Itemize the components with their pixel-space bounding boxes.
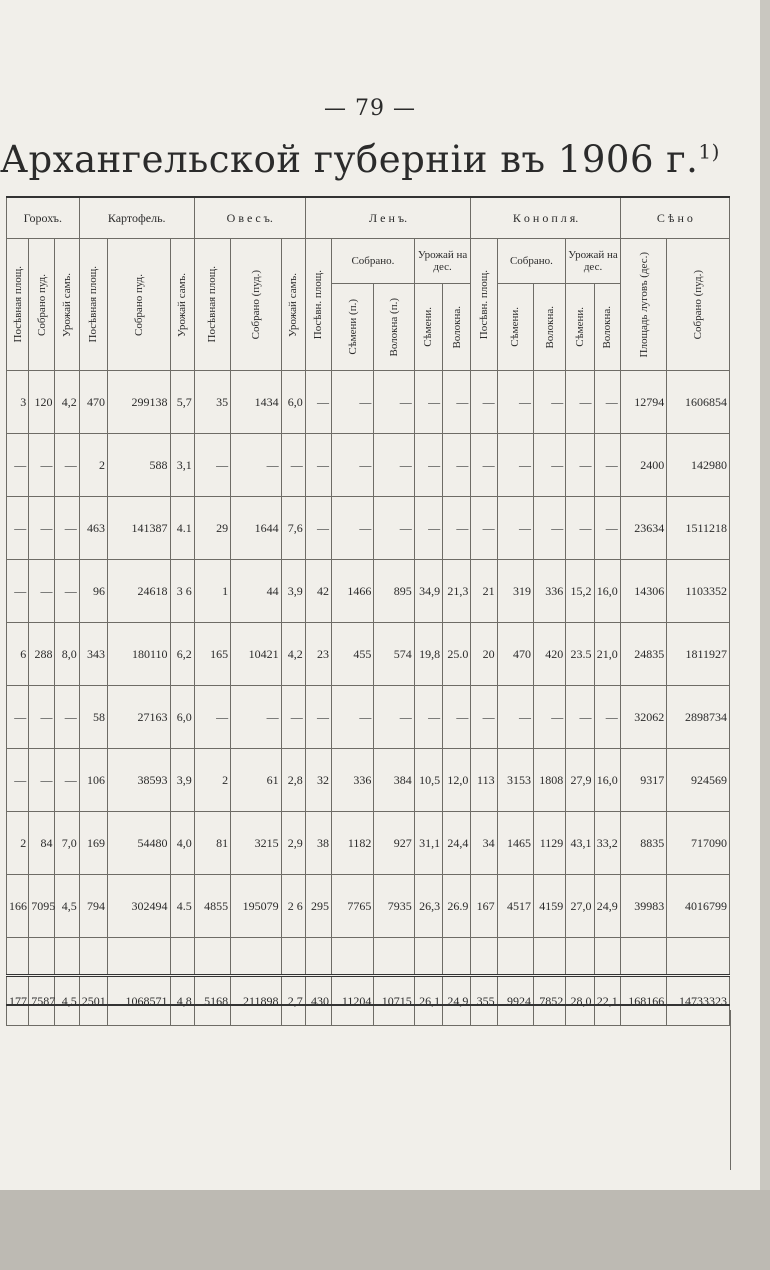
table-row: [7, 497, 730, 560]
table-body: [7, 371, 730, 938]
table-cell: 9317: [620, 749, 666, 812]
table-cell: 6,0: [170, 686, 194, 749]
table-cell: —: [594, 434, 620, 497]
subgroup-header-row: [7, 239, 730, 284]
spacer-cell: [79, 938, 107, 976]
table-cell: 21: [471, 560, 497, 623]
table-cell: 10,5: [414, 749, 442, 812]
table-cell: 4,2: [281, 623, 305, 686]
group-header-gorokh: Горохъ.: [7, 197, 80, 239]
table-cell: 7,0: [55, 812, 79, 875]
table-cell: —: [374, 497, 414, 560]
total-cell: 10715: [374, 976, 414, 1026]
table-cell: 1811927: [667, 623, 730, 686]
table-cell: —: [533, 497, 565, 560]
table-cell: —: [566, 686, 594, 749]
footnote-mark: 1): [698, 139, 720, 164]
harvest-table: [6, 196, 730, 1026]
spacer-cell: [443, 938, 471, 976]
table-cell: —: [7, 497, 29, 560]
table-cell: 343: [79, 623, 107, 686]
table-cell: 3215: [231, 812, 281, 875]
table-cell: 3153: [497, 749, 533, 812]
table-cell: 195079: [231, 875, 281, 938]
table-cell: 1511218: [667, 497, 730, 560]
column-header: Урожай самъ.: [170, 239, 194, 371]
group-header-kartofel: Картофель.: [79, 197, 194, 239]
table-cell: 717090: [667, 812, 730, 875]
table-cell: 336: [533, 560, 565, 623]
table-cell: 4.1: [170, 497, 194, 560]
table-cell: 10421: [231, 623, 281, 686]
column-header: Сѣмени.: [566, 284, 594, 371]
column-header: Волокна.: [594, 284, 620, 371]
total-cell: 430: [305, 976, 331, 1026]
spacer-cell: [332, 938, 374, 976]
column-header: Сѣмени.: [414, 284, 442, 371]
table-cell: 27163: [107, 686, 170, 749]
table-cell: —: [332, 497, 374, 560]
table-cell: 24835: [620, 623, 666, 686]
table-cell: —: [55, 560, 79, 623]
table-cell: —: [414, 371, 442, 434]
table-cell: 3 6: [170, 560, 194, 623]
table-cell: 1644: [231, 497, 281, 560]
table-cell: —: [497, 371, 533, 434]
table-cell: 34,9: [414, 560, 442, 623]
table-cell: 165: [194, 623, 230, 686]
table-cell: 24618: [107, 560, 170, 623]
table-cell: 38593: [107, 749, 170, 812]
table-cell: —: [55, 686, 79, 749]
table-cell: —: [55, 434, 79, 497]
scan-background: [0, 1190, 770, 1270]
table-row: [7, 875, 730, 938]
table-cell: 35: [194, 371, 230, 434]
table-cell: —: [443, 434, 471, 497]
table-cell: 299138: [107, 371, 170, 434]
table-cell: 166: [7, 875, 29, 938]
table-cell: 26.9: [443, 875, 471, 938]
spacer-cell: [194, 938, 230, 976]
table-cell: —: [566, 371, 594, 434]
column-header: Волокна (п.): [374, 284, 414, 371]
group-header-len: Л е н ъ.: [305, 197, 471, 239]
table-cell: —: [414, 434, 442, 497]
table-cell: 27,9: [566, 749, 594, 812]
table-cell: 24,4: [443, 812, 471, 875]
table-cell: 81: [194, 812, 230, 875]
table-cell: 4,2: [55, 371, 79, 434]
table-row: [7, 623, 730, 686]
table-cell: —: [443, 371, 471, 434]
table-cell: 23.5: [566, 623, 594, 686]
table-cell: 2400: [620, 434, 666, 497]
total-cell: 5168: [194, 976, 230, 1026]
table-cell: —: [533, 686, 565, 749]
table-cell: 23: [305, 623, 331, 686]
table-row: [7, 560, 730, 623]
table-cell: 96: [79, 560, 107, 623]
spacer-cell: [7, 938, 29, 976]
table-cell: 2898734: [667, 686, 730, 749]
table-cell: —: [29, 686, 55, 749]
table-cell: 19,8: [414, 623, 442, 686]
total-cell: 28,0: [566, 976, 594, 1026]
table-cell: —: [374, 371, 414, 434]
total-cell: 11204: [332, 976, 374, 1026]
total-cell: 177: [7, 976, 29, 1026]
table-cell: 43,1: [566, 812, 594, 875]
table-cell: 8835: [620, 812, 666, 875]
total-cell: 4,5: [55, 976, 79, 1026]
table-cell: 1103352: [667, 560, 730, 623]
table-cell: —: [305, 497, 331, 560]
table-row: [7, 812, 730, 875]
table-cell: 29: [194, 497, 230, 560]
total-row: [7, 976, 730, 1026]
table-cell: 455: [332, 623, 374, 686]
total-cell: 2,7: [281, 976, 305, 1026]
table-cell: 84: [29, 812, 55, 875]
table-cell: 16,0: [594, 749, 620, 812]
table-cell: 15,2: [566, 560, 594, 623]
table-cell: 295: [305, 875, 331, 938]
table-row: [7, 749, 730, 812]
table-cell: 42: [305, 560, 331, 623]
spacer-cell: [566, 938, 594, 976]
table-cell: 2,9: [281, 812, 305, 875]
table-cell: 6,0: [281, 371, 305, 434]
table-cell: 8,0: [55, 623, 79, 686]
total-cell: 7852: [533, 976, 565, 1026]
table-cell: —: [281, 434, 305, 497]
total-cell: 26,1: [414, 976, 442, 1026]
column-header: Сѣмени.: [497, 284, 533, 371]
table-cell: 26,3: [414, 875, 442, 938]
table-cell: —: [7, 560, 29, 623]
column-header: Посѣвная площ.: [79, 239, 107, 371]
table-cell: 7935: [374, 875, 414, 938]
table-cell: 470: [79, 371, 107, 434]
table-cell: —: [55, 749, 79, 812]
table-cell: —: [471, 497, 497, 560]
table-cell: 7765: [332, 875, 374, 938]
table-cell: 21,3: [443, 560, 471, 623]
table-row: [7, 371, 730, 434]
total-cell: 14733323: [667, 976, 730, 1026]
table-cell: 2 6: [281, 875, 305, 938]
table-cell: 180110: [107, 623, 170, 686]
spacer-cell: [471, 938, 497, 976]
spacer-cell: [170, 938, 194, 976]
table-cell: —: [497, 497, 533, 560]
table-cell: 302494: [107, 875, 170, 938]
table-cell: 2: [194, 749, 230, 812]
right-border-tail: [730, 1010, 731, 1170]
table-cell: 336: [332, 749, 374, 812]
spacer-cell: [667, 938, 730, 976]
table-cell: —: [566, 434, 594, 497]
table-cell: 54480: [107, 812, 170, 875]
table-cell: 38: [305, 812, 331, 875]
total-cell: 211898: [231, 976, 281, 1026]
column-header: Волокна.: [443, 284, 471, 371]
total-cell: 2501: [79, 976, 107, 1026]
total-cell: 9924: [497, 976, 533, 1026]
column-header: Собрано пуд.: [29, 239, 55, 371]
table-cell: 3,1: [170, 434, 194, 497]
table-cell: 1466: [332, 560, 374, 623]
table-cell: 895: [374, 560, 414, 623]
table-cell: —: [332, 371, 374, 434]
spacer-cell: [281, 938, 305, 976]
spacer-cell: [305, 938, 331, 976]
table-cell: 12794: [620, 371, 666, 434]
group-header-row: [7, 197, 730, 239]
table-cell: —: [374, 434, 414, 497]
column-header: Посѣвная площ.: [194, 239, 230, 371]
table-cell: 1465: [497, 812, 533, 875]
table-cell: 5,7: [170, 371, 194, 434]
total-cell: 24,9: [443, 976, 471, 1026]
table-cell: —: [7, 749, 29, 812]
table-cell: 167: [471, 875, 497, 938]
table-cell: 34: [471, 812, 497, 875]
total-cell: 4,8: [170, 976, 194, 1026]
len-urozhai-header: Урожай на дес.: [414, 239, 471, 284]
table-cell: —: [29, 560, 55, 623]
column-header: Посѣвн. площ.: [471, 239, 497, 371]
spacer-cell: [620, 938, 666, 976]
total-cell: 7587: [29, 976, 55, 1026]
table-cell: 32: [305, 749, 331, 812]
column-header: Посѣвн. площ.: [305, 239, 331, 371]
table-row: [7, 686, 730, 749]
table-cell: 33,2: [594, 812, 620, 875]
table-cell: 141387: [107, 497, 170, 560]
table-cell: —: [305, 686, 331, 749]
column-header: Посѣвная площ.: [7, 239, 29, 371]
spacer-cell: [594, 938, 620, 976]
table-cell: 420: [533, 623, 565, 686]
table-cell: 142980: [667, 434, 730, 497]
spacer-row: [7, 938, 730, 976]
column-header: Волокна.: [533, 284, 565, 371]
spacer-cell: [497, 938, 533, 976]
table-cell: —: [281, 686, 305, 749]
spacer-cell: [414, 938, 442, 976]
table-cell: 12,0: [443, 749, 471, 812]
column-header: Собрано (пуд.): [231, 239, 281, 371]
table-cell: 21,0: [594, 623, 620, 686]
total-cell: 168166: [620, 976, 666, 1026]
column-header: Урожай самъ.: [281, 239, 305, 371]
spacer-cell: [107, 938, 170, 976]
table-cell: 588: [107, 434, 170, 497]
table-cell: 2,8: [281, 749, 305, 812]
table-cell: 4016799: [667, 875, 730, 938]
column-header: Собрано (пуд.): [667, 239, 730, 371]
table-cell: 3,9: [281, 560, 305, 623]
table-cell: 319: [497, 560, 533, 623]
table-cell: 25.0: [443, 623, 471, 686]
table-cell: 39983: [620, 875, 666, 938]
table-cell: 120: [29, 371, 55, 434]
table-cell: —: [29, 434, 55, 497]
table-cell: 1434: [231, 371, 281, 434]
table-cell: 3,9: [170, 749, 194, 812]
column-header: Урожай самъ.: [55, 239, 79, 371]
spacer-cell: [374, 938, 414, 976]
table-cell: 31,1: [414, 812, 442, 875]
table-cell: 20: [471, 623, 497, 686]
spacer-cell: [533, 938, 565, 976]
table-cell: 7095: [29, 875, 55, 938]
table-cell: 2: [79, 434, 107, 497]
table-cell: 6: [7, 623, 29, 686]
table-cell: 169: [79, 812, 107, 875]
table-cell: 384: [374, 749, 414, 812]
total-cell: 1068571: [107, 976, 170, 1026]
table-cell: 4.5: [170, 875, 194, 938]
table-cell: —: [497, 686, 533, 749]
spacer-cell: [231, 938, 281, 976]
total-cell: 22,1: [594, 976, 620, 1026]
table-cell: —: [374, 686, 414, 749]
table-cell: 24,9: [594, 875, 620, 938]
konoplya-sobrano-header: Собрано.: [497, 239, 566, 284]
spacer-cell: [55, 938, 79, 976]
table-cell: 924569: [667, 749, 730, 812]
page-title: [0, 138, 720, 181]
table-cell: —: [29, 749, 55, 812]
table-cell: 2: [7, 812, 29, 875]
table-cell: —: [7, 434, 29, 497]
table-cell: —: [594, 497, 620, 560]
table-cell: —: [55, 497, 79, 560]
table-cell: —: [443, 497, 471, 560]
page-number: — 79 —: [324, 96, 416, 121]
table-cell: 1808: [533, 749, 565, 812]
table-cell: —: [332, 686, 374, 749]
table-cell: —: [305, 371, 331, 434]
konoplya-urozhai-header: Урожай на дес.: [566, 239, 621, 284]
spacer-cell: [29, 938, 55, 976]
table-cell: —: [533, 434, 565, 497]
table-cell: 14306: [620, 560, 666, 623]
column-header: Сѣмени (п.): [332, 284, 374, 371]
table-cell: 113: [471, 749, 497, 812]
column-header: Площадь луговъ (дес.): [620, 239, 666, 371]
table-cell: 106: [79, 749, 107, 812]
table-cell: —: [194, 686, 230, 749]
table-cell: 1: [194, 560, 230, 623]
table-cell: —: [594, 686, 620, 749]
group-header-seno: С ѣ н о: [620, 197, 729, 239]
table-cell: 927: [374, 812, 414, 875]
table-cell: 58: [79, 686, 107, 749]
table-cell: —: [533, 371, 565, 434]
column-header: Собрано пуд.: [107, 239, 170, 371]
table-cell: —: [29, 497, 55, 560]
table-cell: —: [332, 434, 374, 497]
table-cell: 288: [29, 623, 55, 686]
table-cell: 4,0: [170, 812, 194, 875]
table-cell: 794: [79, 875, 107, 938]
title-text: Архангельской губерніи въ 1906 г.: [0, 138, 699, 181]
table-cell: 23634: [620, 497, 666, 560]
table-cell: 7,6: [281, 497, 305, 560]
table-cell: —: [594, 371, 620, 434]
bottom-rule: [6, 1004, 730, 1006]
table-cell: —: [305, 434, 331, 497]
table-cell: —: [471, 434, 497, 497]
len-sobrano-header: Собрано.: [332, 239, 415, 284]
table-cell: 4855: [194, 875, 230, 938]
table-cell: —: [231, 434, 281, 497]
table-cell: 6,2: [170, 623, 194, 686]
table-cell: 4,5: [55, 875, 79, 938]
table-cell: 4517: [497, 875, 533, 938]
table-cell: 1129: [533, 812, 565, 875]
table-cell: 1606854: [667, 371, 730, 434]
table-cell: —: [471, 371, 497, 434]
table-cell: 61: [231, 749, 281, 812]
table-cell: —: [443, 686, 471, 749]
table-cell: 44: [231, 560, 281, 623]
table-cell: —: [414, 686, 442, 749]
table-cell: 1182: [332, 812, 374, 875]
table-cell: 3: [7, 371, 29, 434]
table-cell: —: [471, 686, 497, 749]
group-header-konoplya: К о н о п л я.: [471, 197, 620, 239]
table-row: [7, 434, 730, 497]
table-cell: —: [7, 686, 29, 749]
table-cell: 16,0: [594, 560, 620, 623]
table-cell: —: [194, 434, 230, 497]
table-cell: 32062: [620, 686, 666, 749]
table-cell: 574: [374, 623, 414, 686]
group-header-oves: О в е с ъ.: [194, 197, 305, 239]
table-cell: 4159: [533, 875, 565, 938]
table-cell: —: [566, 497, 594, 560]
table-cell: —: [414, 497, 442, 560]
table-cell: —: [497, 434, 533, 497]
table-cell: 470: [497, 623, 533, 686]
total-cell: 355: [471, 976, 497, 1026]
table-cell: —: [231, 686, 281, 749]
table-cell: 463: [79, 497, 107, 560]
table-cell: 27,0: [566, 875, 594, 938]
